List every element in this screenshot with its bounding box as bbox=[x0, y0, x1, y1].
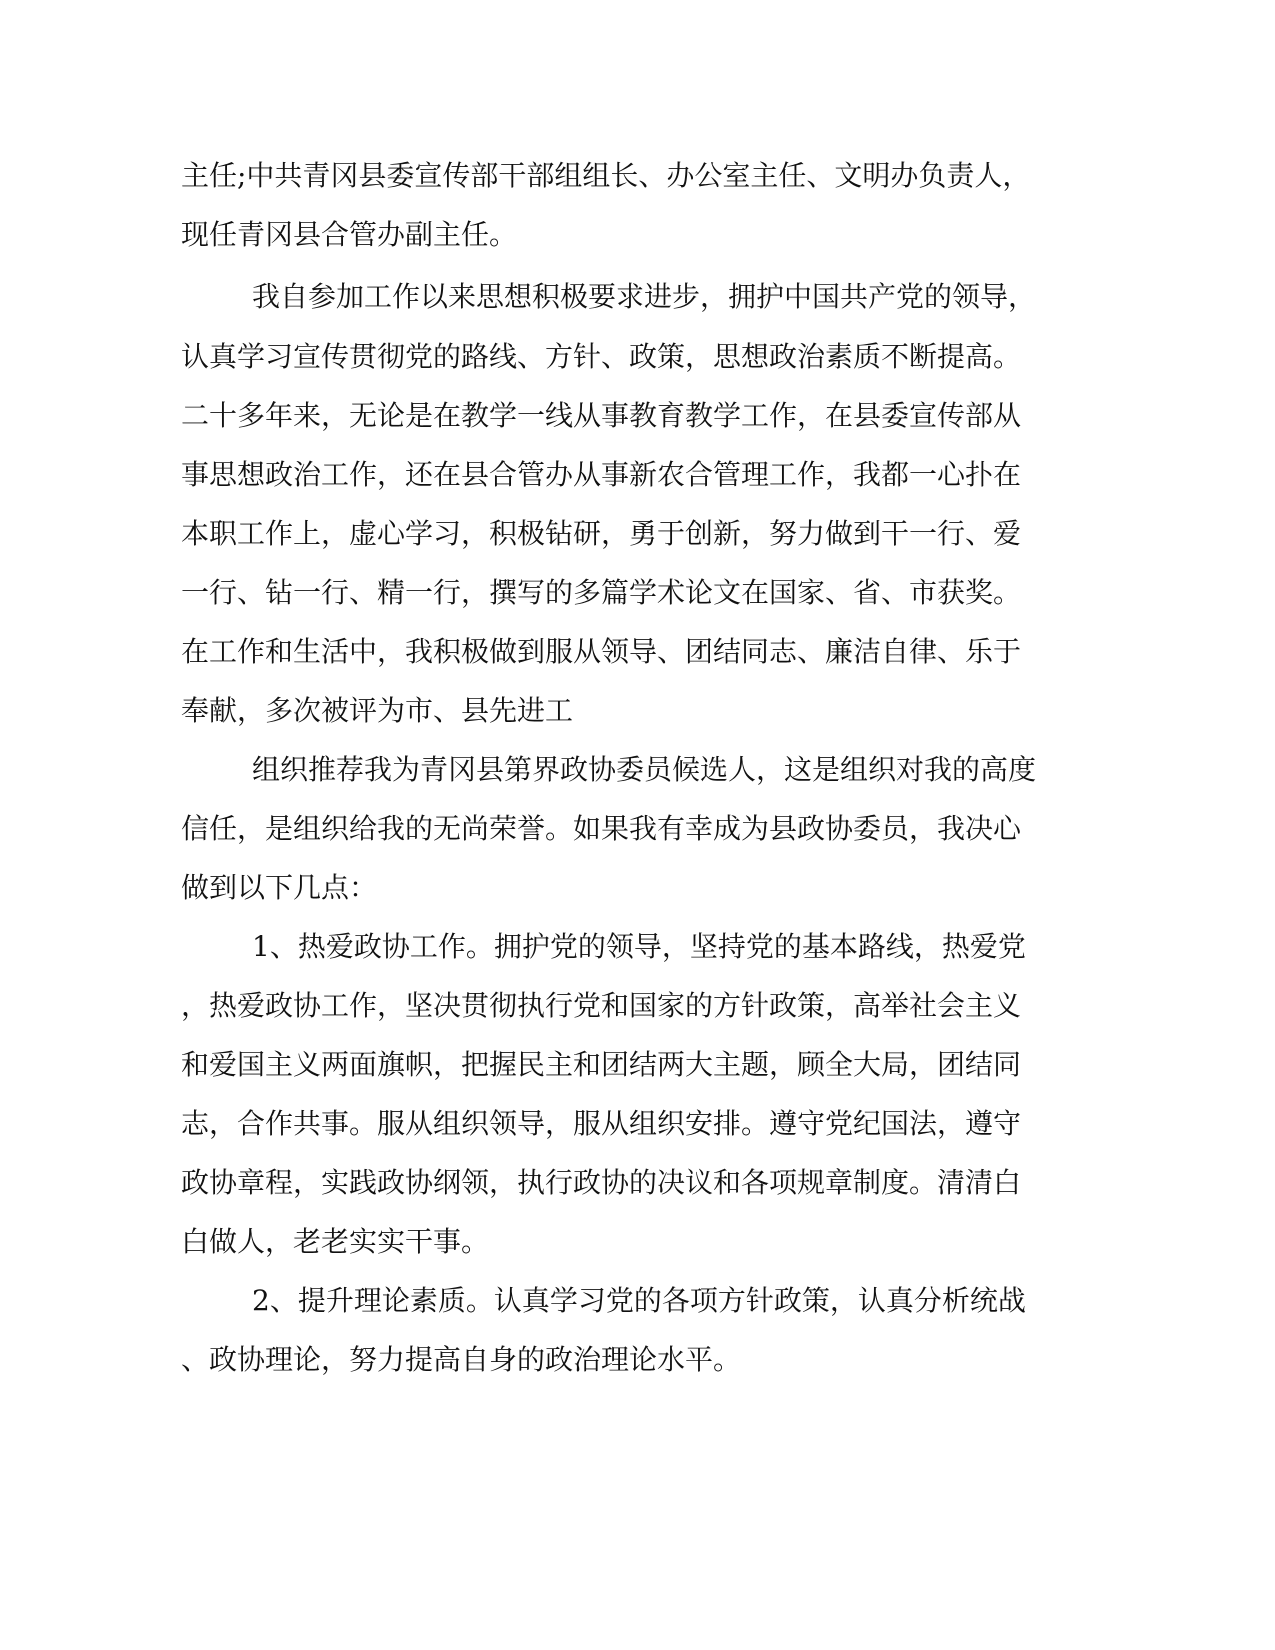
text-line: 在工作和生活中，我积极做到服从领导、团结同志、廉洁自律、乐于 bbox=[181, 635, 1022, 668]
text-line: 现任青冈县合管办副主任。 bbox=[181, 218, 518, 251]
text-line: 组织推荐我为青冈县第界政协委员候选人，这是组织对我的高度 bbox=[252, 753, 1037, 786]
text-line: 政协章程，实践政协纲领，执行政协的决议和各项规章制度。清清白 bbox=[181, 1166, 1022, 1199]
text-line: 做到以下几点： bbox=[181, 871, 378, 904]
text-line: 信任，是组织给我的无尚荣誉。如果我有幸成为县政协委员，我决心 bbox=[181, 812, 1022, 845]
text-line: 事思想政治工作，还在县合管办从事新农合管理工作，我都一心扑在 bbox=[181, 458, 1022, 491]
text-line: 一行、钻一行、精一行，撰写的多篇学术论文在国家、省、市获奖。 bbox=[181, 576, 1022, 609]
text-line: 、政协理论，努力提高自身的政治理论水平。 bbox=[181, 1343, 742, 1376]
text-line: 2、提升理论素质。认真学习党的各项方针政策，认真分析统战 bbox=[252, 1284, 1026, 1317]
text-line: 我自参加工作以来思想积极要求进步，拥护中国共产党的领导， bbox=[252, 280, 1037, 313]
text-line: 和爱国主义两面旗帜，把握民主和团结两大主题，顾全大局，团结同 bbox=[181, 1048, 1022, 1081]
text-line: ，热爱政协工作，坚决贯彻执行党和国家的方针政策，高举社会主义 bbox=[181, 989, 1022, 1022]
text-line: 本职工作上，虚心学习，积极钻研，勇于创新，努力做到干一行、爱 bbox=[181, 517, 1022, 550]
text-line: 二十多年来，无论是在教学一线从事教育教学工作，在县委宣传部从 bbox=[181, 399, 1022, 432]
text-line: 奉献，多次被评为市、县先进工 bbox=[181, 694, 574, 727]
text-line: 主任;中共青冈县委宣传部干部组组长、办公室主任、文明办负责人， bbox=[181, 159, 1031, 192]
text-line: 志，合作共事。服从组织领导，服从组织安排。遵守党纪国法，遵守 bbox=[181, 1107, 1022, 1140]
text-line: 白做人，老老实实干事。 bbox=[181, 1225, 490, 1258]
text-line: 认真学习宣传贯彻党的路线、方针、政策，思想政治素质不断提高。 bbox=[181, 340, 1022, 373]
text-line: 1、热爱政协工作。拥护党的领导，坚持党的基本路线，热爱党 bbox=[252, 930, 1026, 963]
